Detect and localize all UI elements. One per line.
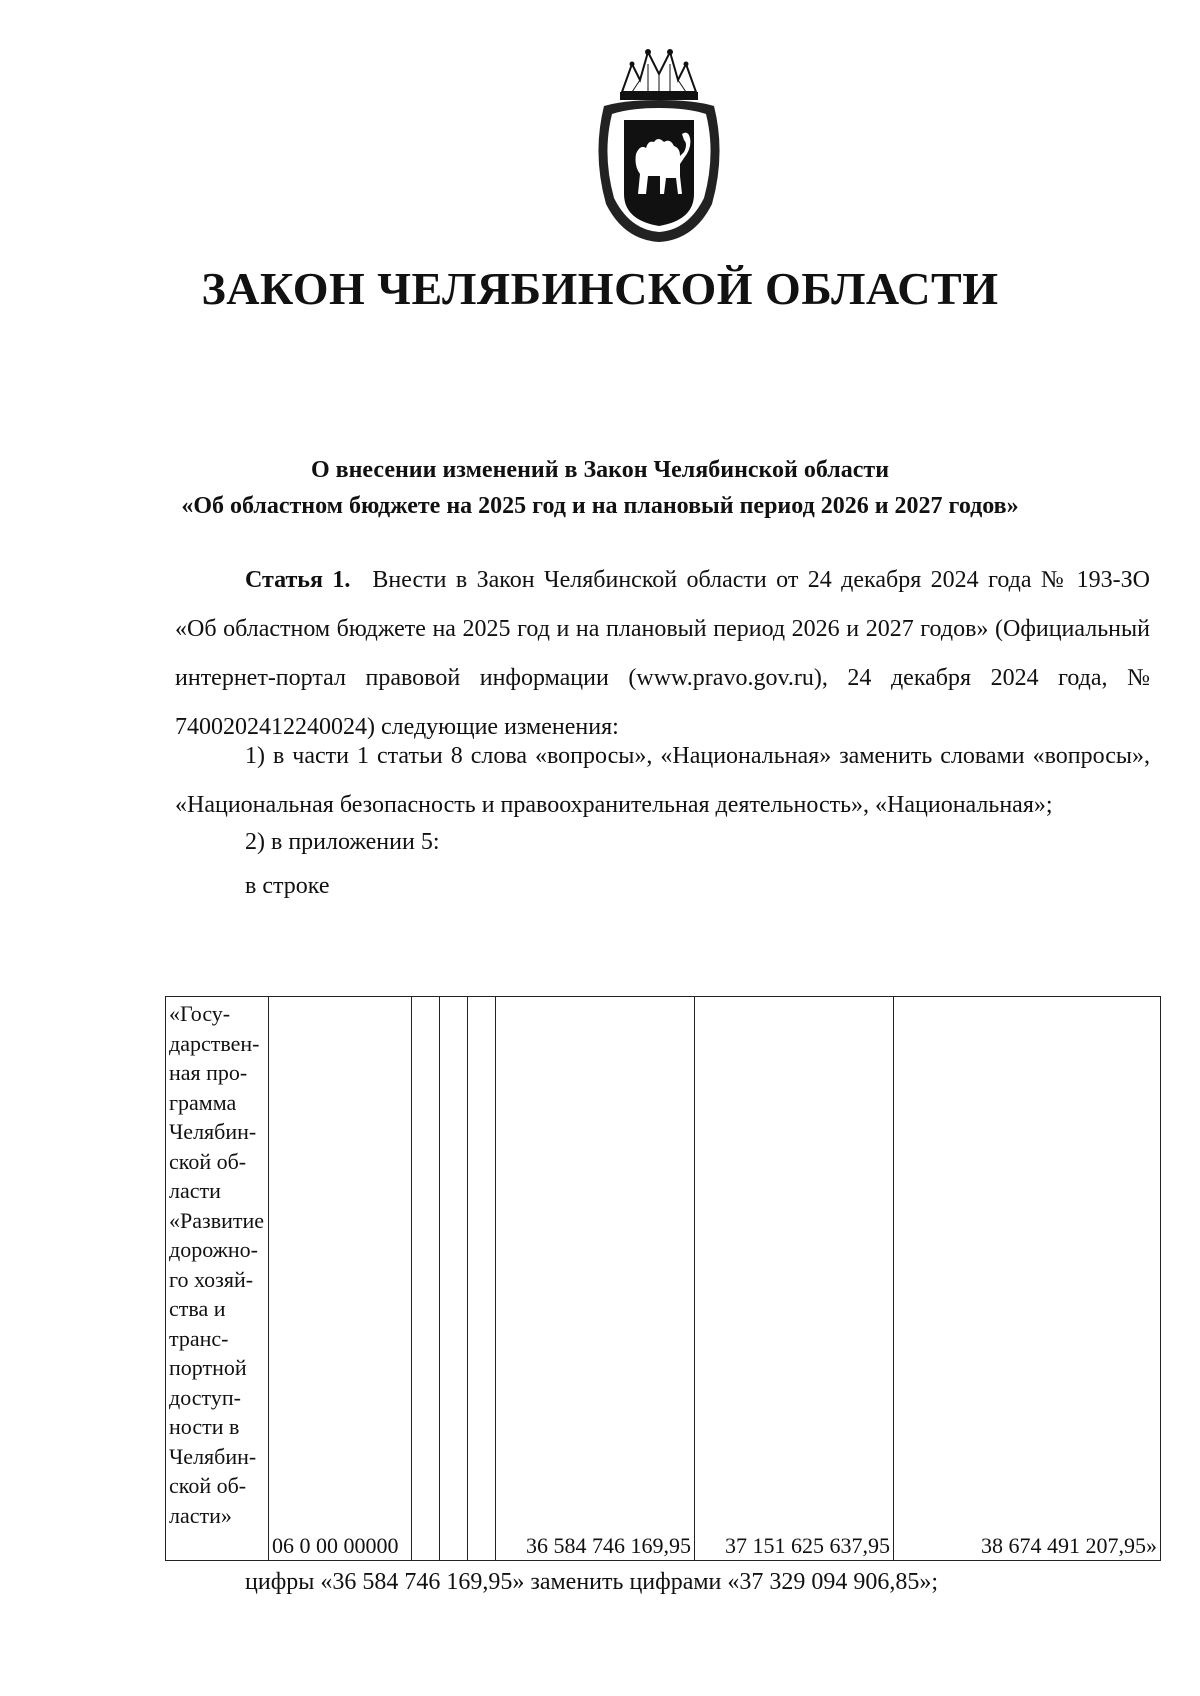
subtitle-line-1: О внесении изменений в Закон Челябинской области bbox=[310, 457, 890, 483]
amendment-item-2: 2) в приложении 5: bbox=[245, 829, 440, 855]
name-line: ная про- bbox=[169, 1060, 248, 1085]
name-line: дорожно- bbox=[169, 1237, 258, 1262]
law-title: ЗАКОН ЧЕЛЯБИНСКОЙ ОБЛАСТИ bbox=[201, 263, 999, 314]
name-line: Челябин- bbox=[169, 1443, 257, 1469]
name-line: портной bbox=[169, 1355, 247, 1380]
name-line: транс- bbox=[169, 1325, 229, 1351]
empty-cell bbox=[468, 997, 496, 1561]
name-line: «Развитие bbox=[169, 1207, 265, 1233]
amount-2027-cell: 38 674 491 207,95» bbox=[894, 997, 1161, 1561]
name-line: го хозяй- bbox=[169, 1266, 254, 1292]
name-line: ности в bbox=[169, 1414, 240, 1439]
empty-cell bbox=[440, 997, 468, 1561]
article-label: Статья 1. bbox=[245, 567, 351, 593]
amount-2026-cell: 37 151 625 637,95 bbox=[695, 997, 894, 1561]
name-line: Челябин- bbox=[169, 1119, 257, 1144]
name-line: ласти bbox=[169, 1178, 221, 1203]
program-name-cell bbox=[166, 997, 269, 1561]
amendment-item-1: 1) в части 1 статьи 8 слова «вопросы», «Национальная» заменить словами «вопросы», «Национальная безопасность и правоохранительная деятельность», «Национальная»; bbox=[175, 743, 1150, 818]
name-line: «Госу- bbox=[169, 1001, 231, 1026]
name-line: ской об- bbox=[169, 1473, 247, 1498]
name-line: ласти» bbox=[169, 1502, 232, 1528]
table-row bbox=[166, 997, 1161, 1561]
name-line: грамма bbox=[169, 1089, 237, 1115]
amount-2025-cell: 36 584 746 169,95 bbox=[496, 997, 695, 1561]
subtitle-line-2: «Об областном бюджете на 2025 год и на плановый период 2026 и 2027 годов» bbox=[181, 493, 1019, 519]
name-line: дарствен- bbox=[169, 1030, 260, 1056]
article-1-text: Внести в Закон Челябинской области от 24 декабря 2024 года № 193-ЗО «Об областном бюджете на 2025 год и на плановый период 2026 и 2027 годов» (Официальный интернет-портал правовой информации (www.pravo.gov.ru), 24 декабря 2024 года, № 7400202412240024) следующие изменения: bbox=[175, 567, 1150, 740]
replacement-instruction: цифры «36 584 746 169,95» заменить цифрами «37 329 094 906,85»; bbox=[245, 1569, 939, 1595]
name-line: ства и bbox=[169, 1296, 226, 1321]
in-row-label: в строке bbox=[245, 873, 330, 899]
coat-of-arms-icon bbox=[584, 44, 734, 244]
name-line: ской об- bbox=[169, 1148, 247, 1174]
name-line: доступ- bbox=[169, 1384, 241, 1410]
empty-cell bbox=[412, 997, 440, 1561]
budget-row-table bbox=[165, 996, 1161, 1561]
target-code-cell: 06 0 00 00000 bbox=[269, 997, 412, 1561]
article-1-intro bbox=[175, 556, 1150, 752]
law-subtitle bbox=[100, 452, 1100, 524]
